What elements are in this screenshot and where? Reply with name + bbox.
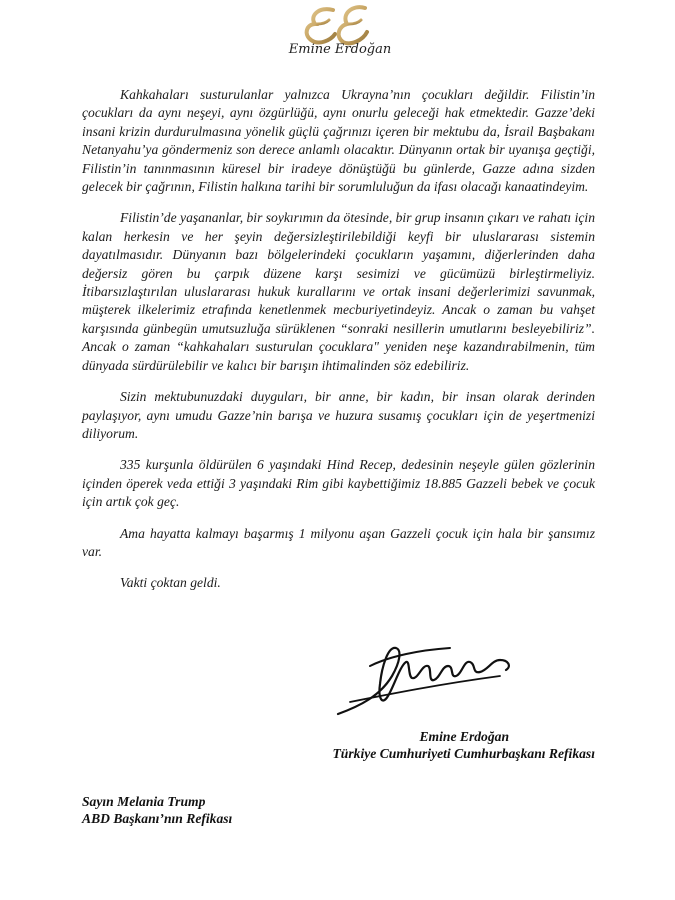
addressee-name: Sayın Melania Trump — [82, 794, 206, 809]
paragraph-4: 335 kurşunla öldürülen 6 yaşındaki Hind Recep, dedesinin neşeyle gülen gözlerinin içinden öperek veda ettiği 3 yaşındaki Rim gibi kaybettiğimiz 18.885 Gazzeli bebek ve çocuk için artık çok geç. — [82, 457, 595, 510]
signer-name: Emine Erdoğan — [419, 729, 509, 744]
addressee-title: ABD Başkanı’nın Refikası — [82, 811, 233, 826]
monogram-ee-icon — [285, 2, 395, 70]
paragraph-6: Vakti çoktan geldi. — [120, 575, 221, 591]
signer-block — [250, 728, 595, 762]
signer-title: Türkiye Cumhuriyeti Cumhurbaşkanı Refikası — [332, 746, 595, 761]
paragraph-2: Filistin’de yaşananlar, bir soykırımın da ötesinde, bir grup insanın çıkarı ve rahatı için kalan herkesin ve her şeyin değersizleştirilebildiği keyfi bir uluslararası sistemin dayatılmasıdır. Dünyanın bazı bölgelerindeki çocukların yaşamını, diğerlerinden daha değersiz gören bu çarpık düzene karşı sesimizi ve gücümüzü birleştirmeliyiz. İtibarsızlaştırılan uluslararası hukuk kurallarını ve ortak insani değerlerimizi savunmak, müşterek ilkelerimiz etrafında kenetlenmek mecburiyetindeyiz. Ancak o zaman bu vahşet karşısında günbegün umutsuzluğa sürüklenen “sonraki nesillerin umutlarını besleyebiliriz”. Ancak o zaman “kahkahaları susturulan çocuklara" yeniden neşe kazandırabilmenin, tüm dünyada sürdürülebilir ve kalıcı bir barışın ihtimalinden söz edebiliriz. — [82, 210, 595, 373]
signature-icon — [330, 636, 530, 721]
letter-body — [82, 86, 595, 606]
handwritten-signature — [330, 636, 530, 721]
paragraph-3: Sizin mektubunuzdaki duyguları, bir anne, bir kadın, bir insan olarak derinden paylaşıyor, aynı umudu Gazze’nin barışa ve huzura susamış çocukları için de yeşertmenizi diliyorum. — [82, 389, 595, 441]
monogram-logo — [285, 2, 395, 70]
paragraph-5: Ama hayatta kalmayı başarmış 1 milyonu aşan Gazzeli çocuk için hala bir şansımız var. — [82, 525, 595, 559]
paragraph-1: Kahkahaları susturulanlar yalnızca Ukrayna’nın çocukları değildir. Filistin’in çocukları da aynı neşeyi, aynı özgürlüğü, aynı onurlu geleceği hak etmektedir. Gazze’deki insani krizin durdurulmasına yönelik güçlü çağrınızı içeren bir mektubu da, İsrail Başbakanı Netanyahu’ya göndermeniz son derece anlamlı olacaktır. Dünyanın ortak bir uyanışa geçtiği, Filistin’in tanınmasının küresel bir iradeye dönüştüğü bu günlerde, Gazze adına sizden gelecek bir çağrının, Filistin halkına tarihi bir sorumluluğun da ifası olacağı kanaatindeyim. — [82, 87, 595, 195]
addressee-block — [82, 793, 382, 827]
logo-name: Emine Erdoğan — [288, 42, 392, 57]
